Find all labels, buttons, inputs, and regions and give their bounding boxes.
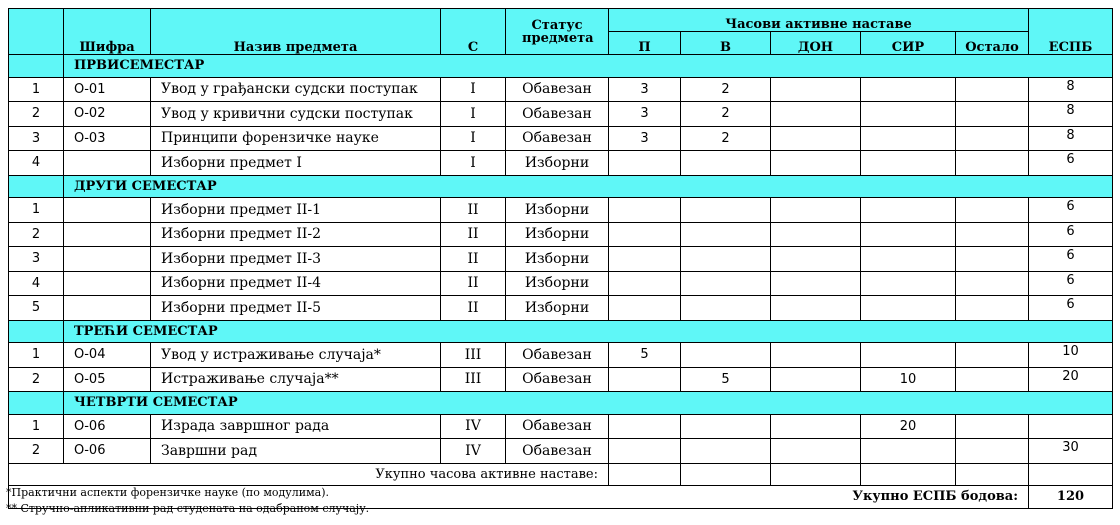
row-hours-v: 2 [681, 77, 771, 102]
row-hours-other [956, 367, 1029, 392]
table-body [9, 55, 1113, 509]
table-row [9, 296, 1113, 321]
row-hours-p: 3 [609, 102, 681, 127]
row-semester: I [441, 77, 506, 102]
row-hours-v [681, 222, 771, 247]
row-hours-other [956, 414, 1029, 439]
row-ects [1029, 414, 1113, 439]
row-course-name: Изборни предмет II-4 [151, 271, 441, 296]
row-status: Изборни [506, 222, 609, 247]
row-course-name: Изборни предмет I [151, 151, 441, 176]
row-hours-other [956, 151, 1029, 176]
row-hours-sir [861, 439, 956, 464]
row-hours-don [771, 126, 861, 151]
row-hours-don [771, 439, 861, 464]
row-hours-don [771, 343, 861, 368]
row-course-name: Изборни предмет II-3 [151, 247, 441, 272]
row-code [64, 198, 151, 223]
row-hours-sir [861, 222, 956, 247]
header-sir: СИР [861, 32, 956, 55]
row-ects: 6 [1029, 222, 1113, 247]
row-ects: 6 [1029, 271, 1113, 296]
row-semester: III [441, 343, 506, 368]
row-semester: II [441, 222, 506, 247]
row-hours-p [609, 271, 681, 296]
row-hours-p [609, 247, 681, 272]
total-ects-value: 120 [1029, 486, 1113, 509]
row-number: 1 [9, 414, 64, 439]
row-status: Изборни [506, 151, 609, 176]
header-row [9, 9, 1113, 32]
row-hours-v: 5 [681, 367, 771, 392]
row-code [64, 296, 151, 321]
row-number: 3 [9, 247, 64, 272]
row-hours-other [956, 439, 1029, 464]
curriculum-table [8, 8, 1113, 509]
row-course-name: Увод у истраживање случаја* [151, 343, 441, 368]
row-status: Обавезан [506, 414, 609, 439]
table-row [9, 126, 1113, 151]
row-hours-v [681, 198, 771, 223]
row-hours-other [956, 296, 1029, 321]
semester-title: ТРЕЋИ СЕМЕСТАР [64, 320, 1113, 343]
row-code [64, 222, 151, 247]
row-code: О-01 [64, 77, 151, 102]
row-course-name: Изборни предмет II-1 [151, 198, 441, 223]
total-hours-p [609, 463, 681, 486]
row-hours-p [609, 367, 681, 392]
row-hours-v: 2 [681, 126, 771, 151]
header-status [506, 9, 609, 55]
row-hours-v [681, 271, 771, 296]
row-hours-other [956, 126, 1029, 151]
footnote-2: ** Стручно-апликативни рад студената на одабраном случају. [6, 502, 370, 515]
row-hours-don [771, 102, 861, 127]
row-number: 1 [9, 198, 64, 223]
row-status: Обавезан [506, 126, 609, 151]
row-hours-v [681, 296, 771, 321]
row-ects: 6 [1029, 247, 1113, 272]
row-course-name: Увод у кривични судски поступак [151, 102, 441, 127]
row-ects: 8 [1029, 77, 1113, 102]
row-code [64, 151, 151, 176]
row-number: 4 [9, 271, 64, 296]
row-semester: II [441, 271, 506, 296]
row-number: 2 [9, 439, 64, 464]
row-course-name: Израда завршног рада [151, 414, 441, 439]
row-hours-other [956, 247, 1029, 272]
row-hours-don [771, 247, 861, 272]
row-hours-v [681, 414, 771, 439]
row-number: 2 [9, 367, 64, 392]
row-code: О-03 [64, 126, 151, 151]
row-hours-p [609, 439, 681, 464]
table-row [9, 439, 1113, 464]
semester-header-blank [9, 175, 64, 198]
header-code: Шифра [64, 9, 151, 55]
row-hours-don [771, 367, 861, 392]
row-semester: I [441, 102, 506, 127]
row-hours-other [956, 222, 1029, 247]
row-hours-p: 3 [609, 126, 681, 151]
row-hours-don [771, 198, 861, 223]
semester-header-blank [9, 55, 64, 78]
semester-header-row [9, 392, 1113, 415]
row-hours-p [609, 296, 681, 321]
table-row [9, 414, 1113, 439]
row-hours-p [609, 198, 681, 223]
row-semester: II [441, 198, 506, 223]
row-status: Изборни [506, 271, 609, 296]
row-hours-sir [861, 198, 956, 223]
row-number: 1 [9, 343, 64, 368]
row-hours-other [956, 198, 1029, 223]
row-code: О-05 [64, 367, 151, 392]
row-semester: I [441, 126, 506, 151]
header-don: ДОН [771, 32, 861, 55]
total-hours-don [771, 463, 861, 486]
row-semester: IV [441, 414, 506, 439]
table-row [9, 247, 1113, 272]
row-code: О-04 [64, 343, 151, 368]
row-hours-v [681, 343, 771, 368]
row-hours-don [771, 414, 861, 439]
semester-header-blank [9, 320, 64, 343]
row-ects: 30 [1029, 439, 1113, 464]
row-hours-don [771, 271, 861, 296]
row-code: О-06 [64, 439, 151, 464]
row-number: 5 [9, 296, 64, 321]
row-number: 2 [9, 222, 64, 247]
total-hours-v [681, 463, 771, 486]
total-ects-label: Укупно ЕСПБ бодова: [9, 486, 1029, 509]
row-semester: II [441, 247, 506, 272]
row-hours-p: 3 [609, 77, 681, 102]
row-hours-sir [861, 343, 956, 368]
row-status: Обавезан [506, 102, 609, 127]
row-hours-sir [861, 102, 956, 127]
semester-header-row [9, 175, 1113, 198]
row-ects: 8 [1029, 126, 1113, 151]
row-semester: II [441, 296, 506, 321]
row-hours-v [681, 439, 771, 464]
row-semester: IV [441, 439, 506, 464]
semester-header-row [9, 320, 1113, 343]
row-hours-sir [861, 126, 956, 151]
footnotes [6, 485, 369, 517]
row-hours-p [609, 151, 681, 176]
semester-title: ЧЕТВРТИ СЕМЕСТАР [64, 392, 1113, 415]
header-semester: С [441, 9, 506, 55]
table-row [9, 198, 1113, 223]
row-status: Изборни [506, 247, 609, 272]
total-hours-ects [1029, 463, 1113, 486]
table-row [9, 271, 1113, 296]
table-row [9, 222, 1113, 247]
row-course-name: Истраживање случаја** [151, 367, 441, 392]
table-row [9, 77, 1113, 102]
row-number: 4 [9, 151, 64, 176]
row-course-name: Увод у грађански судски поступак [151, 77, 441, 102]
row-ects: 8 [1029, 102, 1113, 127]
header-number [9, 9, 64, 55]
row-course-name: Изборни предмет II-5 [151, 296, 441, 321]
row-hours-sir [861, 151, 956, 176]
row-status: Обавезан [506, 439, 609, 464]
header-other: Остало [956, 32, 1029, 55]
table-row [9, 151, 1113, 176]
header-name: Назив предмета [151, 9, 441, 55]
row-hours-v: 2 [681, 102, 771, 127]
row-hours-v [681, 151, 771, 176]
row-hours-don [771, 77, 861, 102]
row-status: Изборни [506, 198, 609, 223]
row-hours-p [609, 222, 681, 247]
semester-title: ПРВИСЕМЕСТАР [64, 55, 1113, 78]
table-row [9, 343, 1113, 368]
row-number: 1 [9, 77, 64, 102]
row-number: 2 [9, 102, 64, 127]
row-code: О-06 [64, 414, 151, 439]
table-row [9, 367, 1113, 392]
row-course-name: Принципи форензичке науке [151, 126, 441, 151]
semester-header-row [9, 55, 1113, 78]
row-code [64, 271, 151, 296]
row-hours-sir [861, 77, 956, 102]
header-p: П [609, 32, 681, 55]
row-ects: 6 [1029, 151, 1113, 176]
row-hours-sir [861, 296, 956, 321]
row-code: О-02 [64, 102, 151, 127]
row-course-name: Завршни рад [151, 439, 441, 464]
semester-header-blank [9, 392, 64, 415]
row-status: Обавезан [506, 367, 609, 392]
row-hours-don [771, 296, 861, 321]
total-hours-label: Укупно часова активне наставе: [9, 463, 609, 486]
total-hours-sir [861, 463, 956, 486]
semester-title: ДРУГИ СЕМЕСТАР [64, 175, 1113, 198]
row-ects: 6 [1029, 198, 1113, 223]
row-hours-v [681, 247, 771, 272]
header-hours-group: Часови активне наставе [609, 9, 1029, 32]
row-hours-don [771, 222, 861, 247]
row-hours-other [956, 343, 1029, 368]
row-code [64, 247, 151, 272]
row-hours-sir: 10 [861, 367, 956, 392]
row-hours-other [956, 271, 1029, 296]
total-hours-other [956, 463, 1029, 486]
row-course-name: Изборни предмет II-2 [151, 222, 441, 247]
row-ects: 10 [1029, 343, 1113, 368]
row-hours-don [771, 151, 861, 176]
table-row [9, 102, 1113, 127]
row-status: Обавезан [506, 343, 609, 368]
row-hours-p: 5 [609, 343, 681, 368]
row-hours-other [956, 77, 1029, 102]
row-semester: III [441, 367, 506, 392]
row-number: 3 [9, 126, 64, 151]
row-status: Изборни [506, 296, 609, 321]
row-hours-other [956, 102, 1029, 127]
row-ects: 20 [1029, 367, 1113, 392]
row-semester: I [441, 151, 506, 176]
row-hours-sir [861, 271, 956, 296]
row-status: Обавезан [506, 77, 609, 102]
row-hours-sir: 20 [861, 414, 956, 439]
header-ects: ЕСПБ [1029, 9, 1113, 55]
header-status-text: Статус предмета [522, 17, 594, 46]
row-ects: 6 [1029, 296, 1113, 321]
row-hours-p [609, 414, 681, 439]
row-hours-sir [861, 247, 956, 272]
header-v: В [681, 32, 771, 55]
footnote-1: *Практични аспекти форензичке науке (по модулима). [6, 486, 329, 499]
total-hours-row [9, 463, 1113, 486]
